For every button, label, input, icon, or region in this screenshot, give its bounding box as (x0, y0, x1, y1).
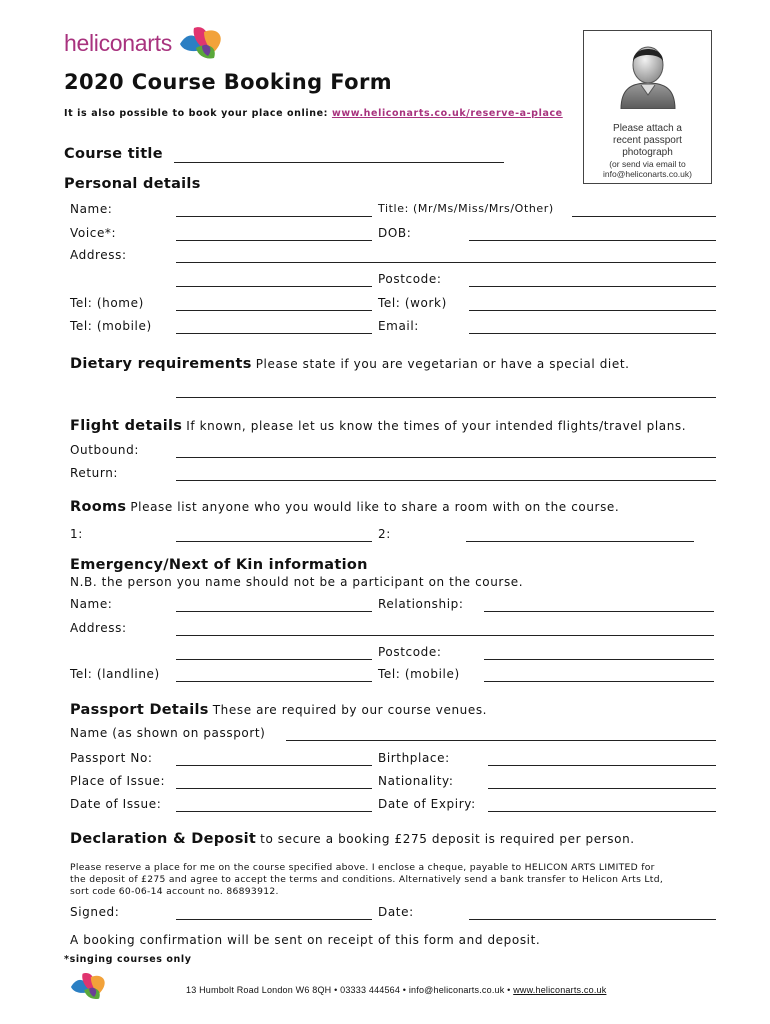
declaration-paragraph (70, 862, 663, 898)
outbound-field[interactable] (176, 457, 716, 458)
passport-name-field[interactable] (286, 740, 716, 741)
header-logo (64, 24, 234, 64)
singing-courses-note: *singing courses only (64, 954, 192, 965)
address-field-2[interactable] (176, 286, 372, 287)
confirmation-note: A booking confirmation will be sent on receipt of this form and deposit. (70, 933, 541, 947)
return-label: Return: (70, 466, 119, 480)
tel-home-field[interactable] (176, 310, 372, 311)
date-label: Date: (378, 905, 414, 919)
rooms-title: Rooms (70, 499, 127, 515)
passport-title: Passport Details (70, 702, 209, 718)
passport-no-label: Passport No: (70, 751, 153, 765)
address-field-1[interactable] (176, 262, 716, 263)
course-title-label: Course title (64, 146, 163, 162)
emergency-name-label: Name: (70, 597, 113, 611)
emergency-heading: Emergency/Next of Kin information (70, 557, 368, 573)
declaration-line-3: sort code 60-06-14 account no. 86893912. (70, 886, 279, 897)
passport-subtitle: These are required by our course venues. (212, 703, 488, 717)
logo-text: heliconarts (64, 30, 172, 56)
dietary-subtitle: Please state if you are vegetarian or have a special diet. (255, 357, 630, 371)
course-title-field[interactable] (174, 162, 504, 163)
passport-heading (70, 702, 487, 718)
emergency-address-field-1[interactable] (176, 635, 714, 636)
emergency-name-field[interactable] (176, 611, 372, 612)
dietary-title: Dietary requirements (70, 356, 252, 372)
declaration-heading (70, 831, 635, 847)
flight-subtitle: If known, please let us know the times of your intended flights/travel plans. (186, 419, 687, 433)
online-booking-link[interactable]: www.heliconarts.co.uk/reserve-a-place (331, 108, 563, 119)
rooms-subtitle: Please list anyone who you would like to share a room with on the course. (130, 500, 620, 514)
name-label: Name: (70, 202, 113, 216)
person-avatar-icon (617, 39, 679, 109)
return-field[interactable] (176, 480, 716, 481)
date-of-expiry-field[interactable] (488, 811, 716, 812)
footer-contact (186, 985, 606, 995)
email-field[interactable] (469, 333, 716, 334)
outbound-label: Outbound: (70, 443, 139, 457)
date-of-expiry-label: Date of Expiry: (378, 797, 476, 811)
photo-instruction-2: recent passport (613, 135, 682, 146)
room-2-label: 2: (378, 527, 391, 541)
tel-landline-field[interactable] (176, 681, 372, 682)
emergency-tel-mobile-field[interactable] (484, 681, 714, 682)
postcode-label: Postcode: (378, 272, 442, 286)
personal-details-heading: Personal details (64, 176, 201, 192)
emergency-postcode-label: Postcode: (378, 645, 442, 659)
birthplace-label: Birthplace: (378, 751, 450, 765)
emergency-postcode-field[interactable] (484, 659, 714, 660)
footer-address: 13 Humbolt Road London W6 8QH • 03333 444564 • info@heliconarts.co.uk • (186, 985, 514, 995)
signed-label: Signed: (70, 905, 120, 919)
date-of-issue-label: Date of Issue: (70, 797, 162, 811)
address-label: Address: (70, 248, 127, 262)
tel-mobile-label: Tel: (mobile) (70, 319, 152, 333)
passport-no-field[interactable] (176, 765, 372, 766)
nationality-field[interactable] (488, 788, 716, 789)
tel-work-label: Tel: (work) (378, 296, 447, 310)
photo-instruction-3: photograph (622, 147, 673, 158)
postcode-field[interactable] (469, 286, 716, 287)
flight-title: Flight details (70, 418, 183, 434)
rooms-heading (70, 499, 619, 515)
photo-instruction-5: info@heliconarts.co.uk) (603, 169, 692, 179)
name-field[interactable] (176, 216, 372, 217)
declaration-subtitle: to secure a booking £275 deposit is required per person. (260, 832, 635, 846)
tel-mobile-field[interactable] (176, 333, 372, 334)
relationship-field[interactable] (484, 611, 714, 612)
declaration-title: Declaration & Deposit (70, 831, 257, 847)
tel-landline-label: Tel: (landline) (70, 667, 160, 681)
dietary-heading (70, 356, 630, 372)
page-title: 2020 Course Booking Form (64, 70, 393, 94)
nationality-label: Nationality: (378, 774, 454, 788)
birthplace-field[interactable] (488, 765, 716, 766)
dob-label: DOB: (378, 226, 412, 240)
dietary-field[interactable] (176, 397, 716, 398)
title-field[interactable] (572, 216, 716, 217)
room-1-label: 1: (70, 527, 83, 541)
footer-website-link[interactable]: www.heliconarts.co.uk (513, 985, 607, 995)
passport-photo-box[interactable] (583, 30, 712, 184)
flight-heading (70, 418, 686, 434)
emergency-address-label: Address: (70, 621, 127, 635)
declaration-line-1: Please reserve a place for me on the course specified above. I enclose a cheque, payable to HELICON ARTS LIMITED for (70, 862, 655, 873)
emergency-note: N.B. the person you name should not be a participant on the course. (70, 575, 524, 589)
dob-field[interactable] (469, 240, 716, 241)
room-1-field[interactable] (176, 541, 372, 542)
tel-work-field[interactable] (469, 310, 716, 311)
place-of-issue-label: Place of Issue: (70, 774, 166, 788)
date-of-issue-field[interactable] (176, 811, 372, 812)
place-of-issue-field[interactable] (176, 788, 372, 789)
relationship-label: Relationship: (378, 597, 464, 611)
emergency-address-field-2[interactable] (176, 659, 372, 660)
passport-name-label: Name (as shown on passport) (70, 726, 266, 740)
voice-field[interactable] (176, 240, 372, 241)
room-2-field[interactable] (466, 541, 694, 542)
petal-logo-icon (174, 24, 232, 64)
photo-instruction-1: Please attach a (613, 123, 682, 134)
footer-petal-logo-icon (66, 970, 114, 1004)
tel-home-label: Tel: (home) (70, 296, 144, 310)
email-label: Email: (378, 319, 419, 333)
online-booking-note (64, 108, 563, 119)
voice-label: Voice*: (70, 226, 117, 240)
online-booking-prefix: It is also possible to book your place online: (64, 108, 332, 119)
signature-field[interactable] (176, 919, 372, 920)
declaration-line-2: the deposit of £275 and agree to accept the terms and conditions. Alternatively send a bank transfer to Helicon Arts Ltd, (70, 874, 664, 885)
emergency-tel-mobile-label: Tel: (mobile) (378, 667, 460, 681)
photo-instruction-4: (or send via email to (609, 159, 686, 169)
date-field[interactable] (469, 919, 716, 920)
title-label: Title: (Mr/Ms/Miss/Mrs/Other) (378, 202, 554, 215)
